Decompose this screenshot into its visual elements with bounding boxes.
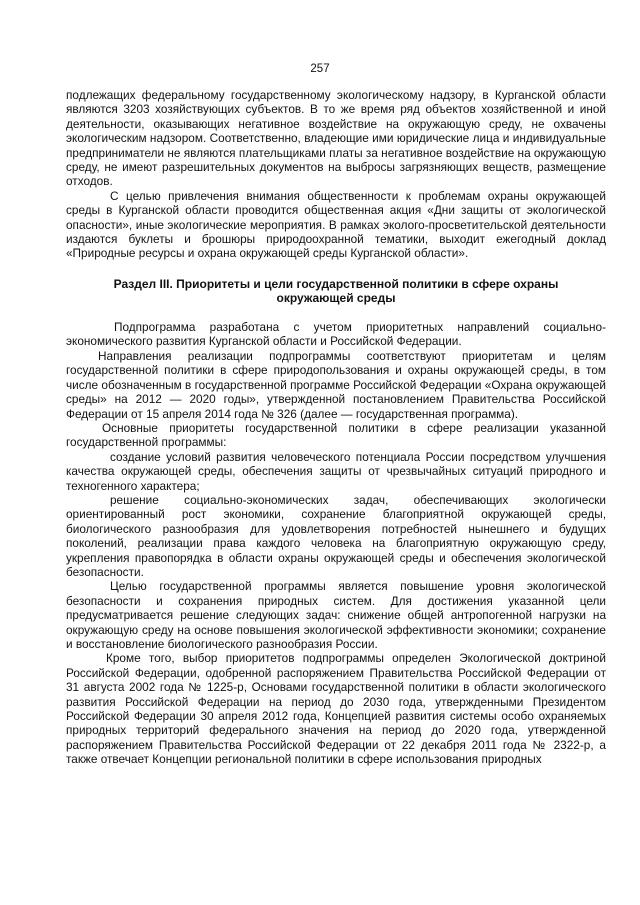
paragraph: Подпрограмма разработана с учетом приоритетных направлений социально-экономического развития Курганской области и Российской Федерации. <box>66 320 606 349</box>
list-item: создание условий развития человеческого потенциала России посредством улучшения качества окружающей среды, обеспечения защиты от чрезвычайных ситуаций природного и техногенного характера; <box>66 449 606 493</box>
paragraph: С целью привлечения внимания общественности к проблемам охраны окружающей среды в Курганской области проводится общественная акция «Дни защиты от экологической опасности», иные экологические мероприятия. В рамках эколого-просветительской деятельности издаются буклеты и брошюры природоохранной тематики, выходит ежегодный доклад «Природные ресурсы и охрана окружающей среды Курганской области». <box>66 188 606 261</box>
paragraph: Целью государственной программы является повышение уровня экологической безопасности и сохранения природных систем. Для достижения указанной цели предусматривается решение следующих задач: снижение общей антропогенной нагрузки на окружающую среду на основе повышения экологической эффективности экономики; сохранение и восстановление биологического разнообразия России. <box>66 579 606 651</box>
list-item: решение социально-экономических задач, обеспечивающих экологически ориентированный рост экономики, сохранение благоприятной окружающей среды, биологического разнообразия для удовлетворения потребностей нынешнего и будущих поколений, реализации права каждого человека на благоприятную окружающую среду, укрепления правопорядка в области охраны окружающей среды и обеспечения экологической безопасности. <box>66 492 606 579</box>
document-body <box>66 88 606 767</box>
paragraph: Направления реализации подпрограммы соответствуют приоритетам и целям государственной политики в сфере природопользования и охраны окружающей среды, в том числе обозначенным в государственной программе Российской Федерации «Охрана окружающей среды» на 2012 — 2020 годы», утвержденной постановлением Правительства Российской Федерации от 15 апреля 2014 года № 326 (далее — государственная программа). <box>66 348 606 421</box>
paragraph: Кроме того, выбор приоритетов подпрограммы определен Экологической доктриной Российской Федерации, одобренной распоряжением Правительства Российской Федерации от 31 августа 2002 года № 1225-р, Основами государственной политики в области экологического развития Российской Федерации на период до 2030 года, утвержденными Президентом Российской Федерации 30 апреля 2012 года, Концепцией развития системы особо охраняемых природных территорий федерального значения на период до 2020 года, утвержденной распоряжением Правительства Российской Федерации от 22 декабря 2011 года № 2322-р, а также отвечает Концепции региональной политики в сфере использования природных <box>66 651 606 767</box>
paragraph: Основные приоритеты государственной политики в сфере реализации указанной государственной программы: <box>66 420 606 450</box>
section-heading: Раздел III. Приоритеты и цели государственной политики в сфере охраны окружающей среды <box>113 276 559 306</box>
paragraph: подлежащих федеральному государственному экологическому надзору, в Курганской области являются 3203 хозяйствующих субъектов. В то же время ряд объектов хозяйственной и иной деятельности, оказывающих негативное воздействие на окружающую среду, не охвачены экологическим надзором. Соответственно, владеющие ими юридические лица и индивидуальные предприниматели не являются плательщиками платы за негативное воздействие на окружающую среду, не имеют разрешительных документов на выбросы загрязняющих веществ, размещение отходов. <box>66 88 606 189</box>
page-number: 257 <box>310 63 330 75</box>
